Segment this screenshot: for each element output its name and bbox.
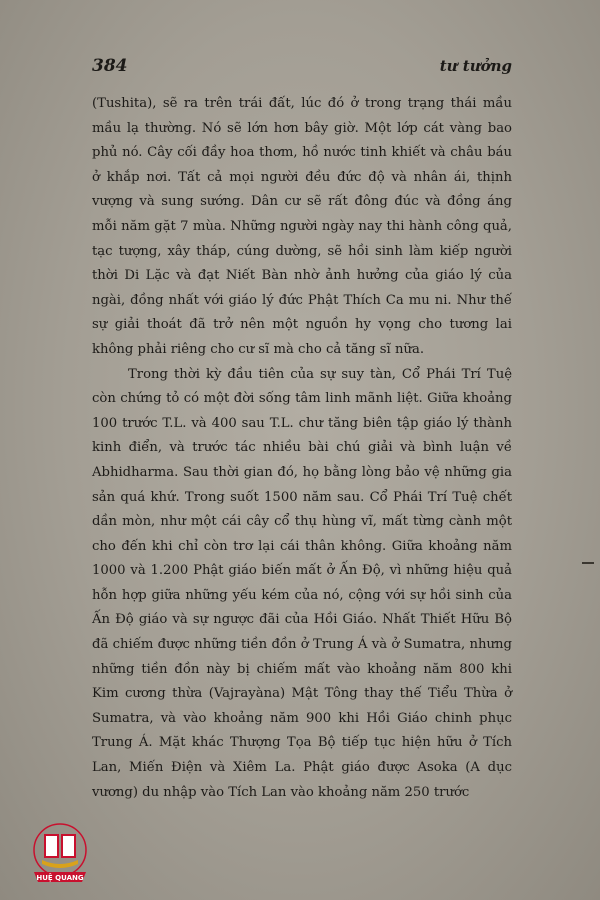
running-head: tư tưởng [439, 57, 512, 75]
text-line: phục Trung Á. Mặt khác Thượng Tọa Bộ tiếp tục hiện hữu [92, 710, 512, 751]
page-number: 384 [92, 56, 128, 76]
text-line: báu ở khắp nơi. Tất cả mọi người đều đức độ và nhân ái, thịnh [92, 145, 513, 185]
text-line: hiệu quả hỗn hợp giữa những yếu kém của nó, cộng với sự [92, 563, 512, 603]
text-line: kiếp người thời Di Lặc và đạt Niết Bàn nhờ ảnh hưởng [92, 243, 512, 284]
text-line: năm 1000 và 1.200 Phật giáo biến mất ở Ấn Độ, vì những [92, 538, 512, 579]
text-line: chết dần mòn, như một cái cây cổ thụ hùng vĩ, mất từng cành [92, 489, 512, 530]
paragraph-2 [92, 363, 512, 806]
text-line: phủ nó. Cây cối đầy hoa thơm, hồ nước tinh khiết và châu [92, 145, 483, 161]
text-line: mầu lạ thường. Nó sẽ lớn hơn bây giờ. Một lớp cát vàng bao [92, 120, 512, 136]
text-line: còn chứng tỏ có một đời sống tâm linh mãnh liệt. Giữa khoảng [92, 391, 512, 407]
text-line: tăng sĩ nữa. [345, 341, 425, 357]
text-line: (Tushita), sẽ ra trên trái đất, lúc đó ở trong trạng thái mầu [92, 96, 512, 111]
body-text [92, 92, 512, 805]
text-line: gia sản quá khứ. Trong suốt 1500 năm sau. Cổ Phái Trí Tuệ [92, 464, 512, 505]
text-line: Thừa ở Sumatra, và vào khoảng năm 900 khi Hồi Giáo chinh [92, 686, 513, 726]
text-line: ở Tích Lan, Miến Điện và Xiêm La. Phật giáo được Asoka [92, 735, 512, 776]
huequang-logo [20, 812, 100, 892]
text-line: Thích Ca mu ni. Như thế sự giải thoát đã trở nên một nguồn [92, 292, 512, 333]
text-line: một cho đến khi chỉ còn trơ lại cái thân không. Giữa khoảng [92, 514, 512, 554]
text-line: 100 trước T.L. và 400 sau T.L. chư tăng biên tập giáo lý [92, 415, 469, 431]
text-line: Sumatra, nhưng những tiền đồn này bị chiếm mất vào khoảng năm [92, 637, 512, 677]
text-line: 800 khi Kim cương thừa (Vajrayàna) Mật Tông thay thế Tiểu [92, 661, 512, 702]
text-line: của giáo lý của ngài, đồng nhất với giáo lý đức Phật [92, 268, 512, 308]
text-line: thành kinh điển, và trước tác nhiều bài chú giải và bình luận [92, 415, 512, 456]
text-line: Thiết Hữu Bộ đã chiếm được những tiền đồn ở Trung Á và ở [92, 612, 512, 653]
text-line: (A dục vương) du nhập vào Tích Lan vào khoảng năm 250 trước [92, 760, 512, 800]
text-line: về Abhidharma. Sau thời gian đó, họ bằng lòng bảo vệ những [92, 440, 512, 480]
text-line: hy vọng cho tương lai không phải riêng cho cư sĩ mà cho cả [92, 317, 512, 357]
text-line: mỗi năm gặt 7 mùa. Những người ngày nay thi hành công [92, 218, 479, 234]
text-line: quả, tạc tượng, xây tháp, cúng dường, sẽ hồi sinh làm [92, 218, 512, 259]
margin-mark [582, 562, 594, 564]
text-line: hồi sinh của Ấn Độ giáo và sự ngược đãi của Hồi Giáo. Nhất [92, 587, 512, 628]
page-header [92, 56, 512, 76]
paragraph-1 [92, 92, 512, 363]
text-line: vượng và sung sướng. Dân cư sẽ rất đông đúc và đồng áng [92, 194, 512, 210]
logo-label: HUỆ QUANG [36, 874, 84, 882]
text-line: Trong thời kỳ đầu tiên của sự suy tàn, Cổ Phái Trí Tuệ [128, 366, 512, 382]
